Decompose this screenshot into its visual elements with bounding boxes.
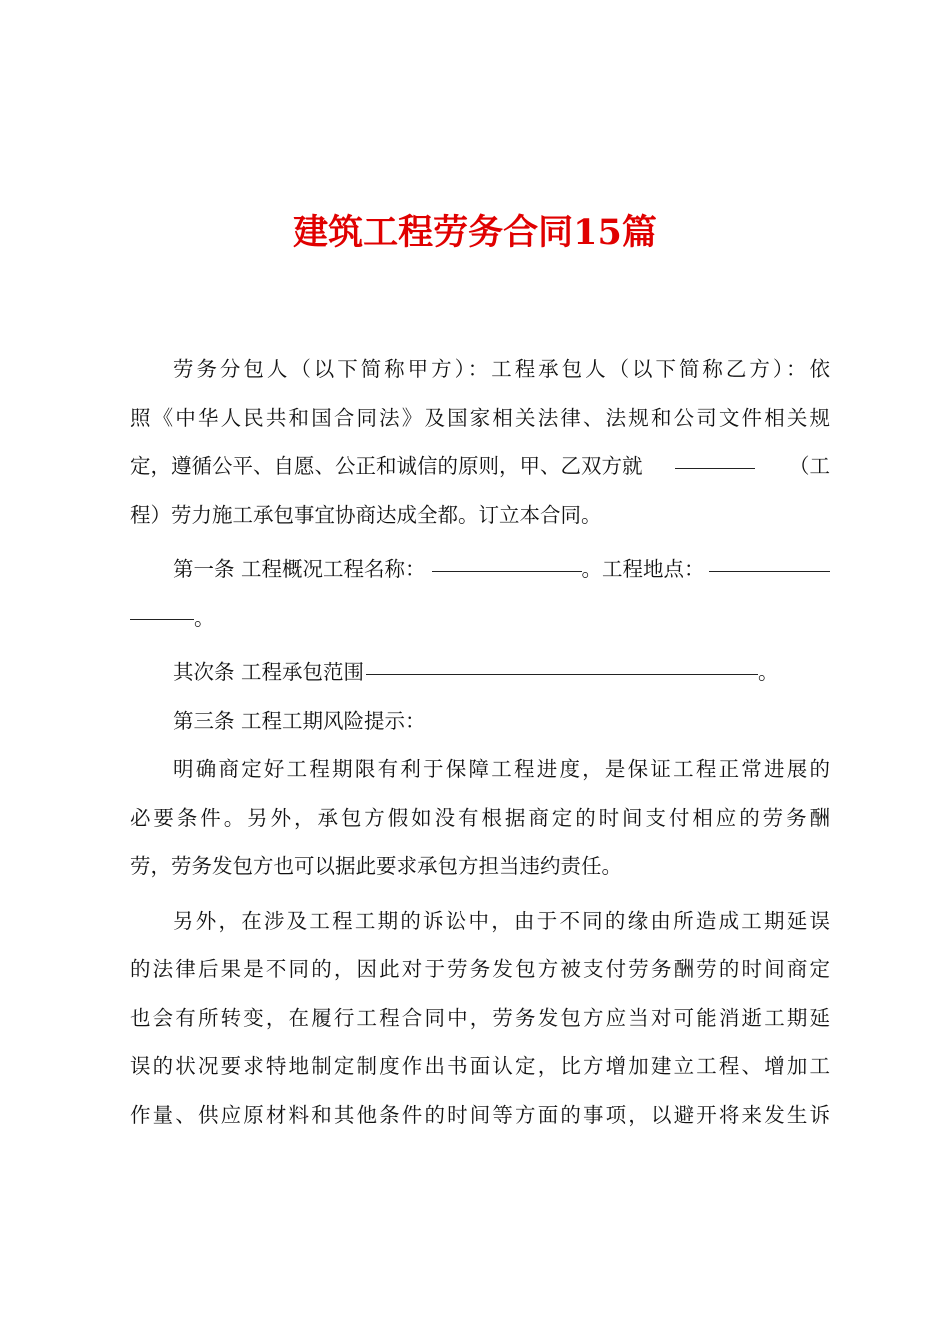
line-text: 其次条 工程承包范围 bbox=[173, 660, 365, 684]
paragraph-line: 劳，劳务发包方也可以据此要求承包方担当违约责任。 bbox=[130, 854, 622, 878]
line-text: 。 bbox=[758, 660, 779, 684]
paragraph-line: 也会有所转变，在履行工程合同中，劳务发包方应当对可能消逝工期延 bbox=[130, 1005, 830, 1030]
paragraph-line: 作量、供应原材料和其他条件的时间等方面的事项，以避开将来发生诉 bbox=[130, 1102, 830, 1127]
paragraph-line bbox=[130, 648, 830, 697]
document-title: 建筑工程劳务合同15篇 bbox=[293, 212, 657, 253]
paragraph-line: 照《中华人民共和国合同法》及国家相关法律、法规和公司文件相关规 bbox=[130, 405, 830, 430]
line-text: （工 bbox=[789, 454, 830, 478]
fill-in-blank-project bbox=[675, 442, 755, 469]
paragraph-line bbox=[130, 594, 830, 643]
line-text: 。工程地点： bbox=[581, 557, 705, 581]
paragraph-line: 另外，在涉及工程工期的诉讼中，由于不同的缘由所造成工期延误 bbox=[173, 908, 830, 933]
line-text: 第一条 工程概况工程名称： bbox=[173, 557, 426, 581]
paragraph-line: 明确商定好工程期限有利于保障工程进度，是保证工程正常进展的 bbox=[173, 757, 830, 781]
paragraph-line: 程）劳力施工承包事宜协商达成全都。订立本合同。 bbox=[130, 502, 602, 527]
fill-in-blank-project-name bbox=[432, 545, 582, 572]
fill-in-blank-project-location bbox=[709, 545, 830, 572]
document-body bbox=[130, 345, 830, 1139]
line-text: 定，遵循公平、自愿、公正和诚信的原则，甲、乙双方就 bbox=[130, 454, 643, 478]
paragraph-line: 第三条 工程工期风险提示： bbox=[173, 708, 426, 733]
fill-in-blank-scope bbox=[366, 648, 758, 675]
paragraph-line: 误的状况要求特地制定制度作出书面认定，比方增加建立工程、增加工 bbox=[130, 1054, 830, 1078]
paragraph-line bbox=[130, 442, 830, 491]
line-text: 。 bbox=[194, 605, 215, 630]
paragraph-line: 的法律后果是不同的，因此对于劳务发包方被支付劳务酬劳的时间商定 bbox=[130, 957, 830, 981]
paragraph-line: 必要条件。另外，承包方假如没有根据商定的时间支付相应的劳务酬 bbox=[130, 805, 830, 830]
paragraph-line: 劳务分包人（以下简称甲方）：工程承包人（以下简称乙方）：依 bbox=[173, 357, 830, 381]
paragraph-line bbox=[130, 545, 830, 594]
fill-in-blank-project-location-cont bbox=[130, 594, 194, 621]
